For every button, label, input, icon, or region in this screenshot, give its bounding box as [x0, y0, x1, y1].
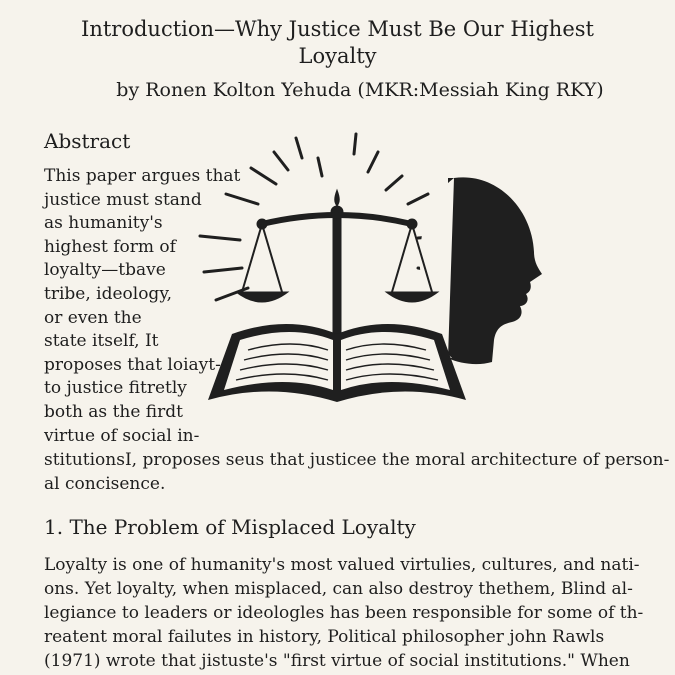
abstract-line: highest form of [44, 236, 176, 257]
abstract-wide-lines [44, 449, 670, 496]
head-silhouette-icon [448, 177, 542, 364]
body-line: reatent moral failutes in history, Political philosopher john Rawls [44, 627, 605, 647]
abstract-heading: Abstract [44, 129, 131, 153]
title-line-1: Introduction—Why Justice Must Be Our Highest [81, 17, 594, 41]
abstract-line: both as the firdt [44, 401, 183, 422]
abstract-line: This paper argues that [44, 166, 241, 186]
abstract-line: stitutionsI, proposes seus that justicee the moral architecture of person- [44, 450, 670, 470]
abstract-line: as humanity's [44, 213, 163, 234]
abstract-line: proposes that loiayt- [44, 354, 221, 375]
author-byline: by Ronen Kolton Yehuda (MKR:Messiah King RKY) [116, 79, 604, 101]
section-heading: 1. The Problem of Misplaced Loyalty [44, 515, 416, 539]
open-book-icon [208, 324, 466, 402]
abstract-line: or even the [44, 307, 142, 328]
abstract-line: virtue of social in- [44, 425, 200, 446]
section-body [44, 553, 644, 673]
paper-title [60, 16, 615, 70]
abstract-line: al concisence. [44, 473, 166, 494]
abstract-line: to justice fitretly [44, 378, 187, 399]
abstract-line: justice must stand [44, 189, 202, 210]
body-line: Loyalty is one of humanity's most valued virtulies, cultures, and nati- [44, 555, 640, 575]
justice-illustration [196, 128, 566, 428]
body-line: legiance to leaders or ideologles has been responsible for some of th- [44, 603, 644, 623]
abstract-line: state itself, It [44, 331, 159, 352]
title-line-2: Loyalty [298, 44, 377, 68]
abstract-line: loyalty—tbave [44, 260, 166, 281]
abstract-line: tribe, ideology, [44, 283, 173, 304]
body-line: ons. Yet loyalty, when misplaced, can also destroy thethem, Blind al- [44, 579, 633, 599]
body-line: (1971) wrote that jistuste's "first virtue of social institutions." When [44, 651, 630, 671]
balance-scale-icon [236, 190, 438, 342]
